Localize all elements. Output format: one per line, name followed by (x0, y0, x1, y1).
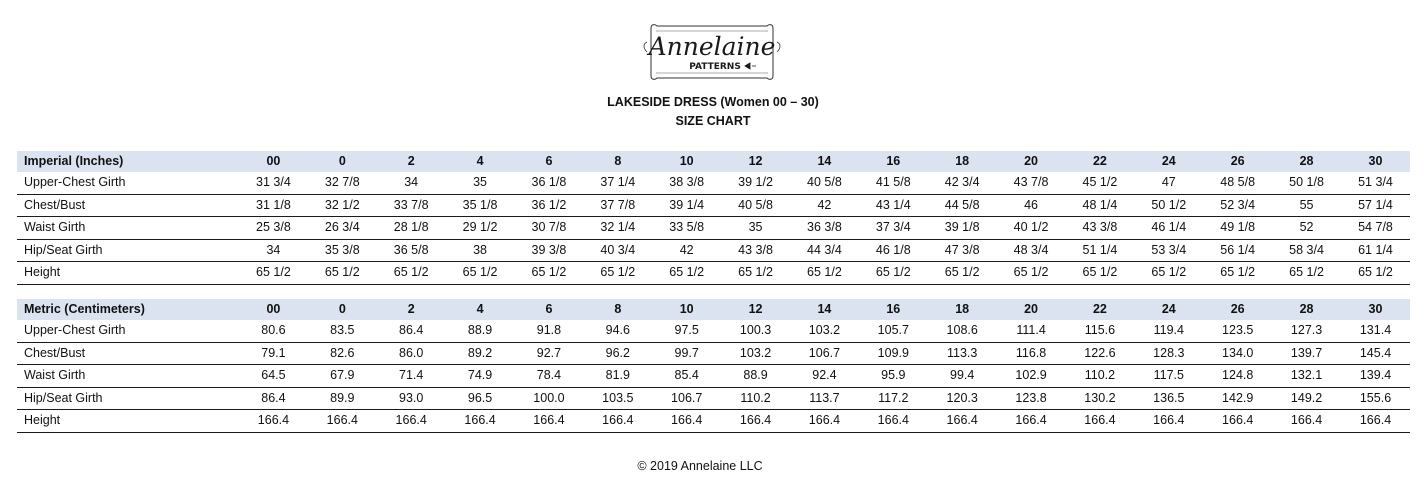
table-row (17, 194, 1410, 217)
measurement-cell: 65 1/2 (1272, 262, 1341, 285)
measurement-cell: 65 1/2 (1341, 262, 1410, 285)
measurement-cell: 117.5 (1134, 365, 1203, 388)
measurement-cell: 39 3/8 (515, 239, 584, 262)
size-header: 2 (377, 151, 446, 172)
row-label: Height (17, 410, 239, 433)
measurement-cell: 145.4 (1341, 342, 1410, 365)
measurement-cell: 44 3/4 (790, 239, 859, 262)
measurement-cell: 99.4 (928, 365, 997, 388)
measurement-cell: 43 3/8 (721, 239, 790, 262)
size-header: 00 (239, 299, 308, 320)
measurement-cell: 52 (1272, 217, 1341, 240)
measurement-cell: 78.4 (515, 365, 584, 388)
measurement-cell: 56 1/4 (1203, 239, 1272, 262)
measurement-cell: 82.6 (308, 342, 377, 365)
measurement-cell: 119.4 (1134, 320, 1203, 342)
size-header: 26 (1203, 151, 1272, 172)
measurement-cell: 92.7 (515, 342, 584, 365)
size-header: 30 (1341, 151, 1410, 172)
measurement-cell: 139.7 (1272, 342, 1341, 365)
measurement-cell: 65 1/2 (239, 262, 308, 285)
row-label: Waist Girth (17, 217, 239, 240)
measurement-cell: 166.4 (515, 410, 584, 433)
measurement-cell: 134.0 (1203, 342, 1272, 365)
measurement-cell: 48 3/4 (997, 239, 1066, 262)
size-header: 6 (515, 299, 584, 320)
table-row (17, 172, 1410, 194)
svg-text:PATTERNS: PATTERNS (689, 62, 741, 72)
measurement-cell: 37 7/8 (583, 194, 652, 217)
measurement-cell: 124.8 (1203, 365, 1272, 388)
measurement-cell: 132.1 (1272, 365, 1341, 388)
measurement-cell: 71.4 (377, 365, 446, 388)
row-label: Waist Girth (17, 365, 239, 388)
size-header: 16 (859, 151, 928, 172)
size-header: 12 (721, 299, 790, 320)
measurement-cell: 79.1 (239, 342, 308, 365)
size-header: 10 (652, 151, 721, 172)
measurement-cell: 113.7 (790, 387, 859, 410)
measurement-cell: 115.6 (1066, 320, 1135, 342)
size-header: 14 (790, 299, 859, 320)
measurement-cell: 139.4 (1341, 365, 1410, 388)
measurement-cell: 65 1/2 (997, 262, 1066, 285)
row-label: Chest/Bust (17, 342, 239, 365)
measurement-cell: 34 (239, 239, 308, 262)
measurement-cell: 166.4 (928, 410, 997, 433)
measurement-cell: 43 1/4 (859, 194, 928, 217)
measurement-cell: 89.9 (308, 387, 377, 410)
measurement-cell: 44 5/8 (928, 194, 997, 217)
measurement-cell: 65 1/2 (308, 262, 377, 285)
measurement-cell: 50 1/8 (1272, 172, 1341, 194)
measurement-cell: 116.8 (997, 342, 1066, 365)
measurement-cell: 47 (1134, 172, 1203, 194)
imperial-heading: Imperial (Inches) (17, 151, 239, 172)
measurement-cell: 53 3/4 (1134, 239, 1203, 262)
size-header: 18 (928, 299, 997, 320)
measurement-cell: 85.4 (652, 365, 721, 388)
measurement-cell: 117.2 (859, 387, 928, 410)
measurement-cell: 26 3/4 (308, 217, 377, 240)
measurement-cell: 108.6 (928, 320, 997, 342)
measurement-cell: 155.6 (1341, 387, 1410, 410)
measurement-cell: 65 1/2 (652, 262, 721, 285)
table-row (17, 262, 1410, 285)
size-header: 24 (1134, 151, 1203, 172)
measurement-cell: 40 3/4 (583, 239, 652, 262)
measurement-cell: 103.2 (790, 320, 859, 342)
size-header: 12 (721, 151, 790, 172)
measurement-cell: 93.0 (377, 387, 446, 410)
measurement-cell: 38 3/8 (652, 172, 721, 194)
measurement-cell: 42 3/4 (928, 172, 997, 194)
size-header: 6 (515, 151, 584, 172)
measurement-cell: 127.3 (1272, 320, 1341, 342)
metric-size-table (17, 299, 1410, 433)
measurement-cell: 89.2 (446, 342, 515, 365)
measurement-cell: 31 3/4 (239, 172, 308, 194)
measurement-cell: 130.2 (1066, 387, 1135, 410)
measurement-cell: 51 1/4 (1066, 239, 1135, 262)
measurement-cell: 35 (446, 172, 515, 194)
measurement-cell: 106.7 (652, 387, 721, 410)
measurement-cell: 88.9 (721, 365, 790, 388)
measurement-cell: 35 (721, 217, 790, 240)
size-header: 10 (652, 299, 721, 320)
measurement-cell: 65 1/2 (377, 262, 446, 285)
size-header: 20 (997, 151, 1066, 172)
imperial-size-table (17, 151, 1410, 285)
size-header: 14 (790, 151, 859, 172)
measurement-cell: 36 1/8 (515, 172, 584, 194)
measurement-cell: 46 1/8 (859, 239, 928, 262)
measurement-cell: 166.4 (721, 410, 790, 433)
measurement-cell: 103.2 (721, 342, 790, 365)
measurement-cell: 65 1/2 (859, 262, 928, 285)
measurement-cell: 166.4 (1066, 410, 1135, 433)
measurement-cell: 166.4 (583, 410, 652, 433)
measurement-cell: 52 3/4 (1203, 194, 1272, 217)
row-label: Hip/Seat Girth (17, 239, 239, 262)
measurement-cell: 32 7/8 (308, 172, 377, 194)
row-label: Upper-Chest Girth (17, 320, 239, 342)
measurement-cell: 35 3/8 (308, 239, 377, 262)
measurement-cell: 37 3/4 (859, 217, 928, 240)
measurement-cell: 86.0 (377, 342, 446, 365)
measurement-cell: 142.9 (1203, 387, 1272, 410)
size-header: 0 (308, 151, 377, 172)
measurement-cell: 111.4 (997, 320, 1066, 342)
measurement-cell: 67.9 (308, 365, 377, 388)
measurement-cell: 35 1/8 (446, 194, 515, 217)
measurement-cell: 95.9 (859, 365, 928, 388)
row-label: Height (17, 262, 239, 285)
measurement-cell: 109.9 (859, 342, 928, 365)
measurement-cell: 92.4 (790, 365, 859, 388)
size-header: 8 (583, 151, 652, 172)
measurement-cell: 100.0 (515, 387, 584, 410)
measurement-cell: 128.3 (1134, 342, 1203, 365)
measurement-cell: 42 (790, 194, 859, 217)
measurement-cell: 91.8 (515, 320, 584, 342)
size-header: 24 (1134, 299, 1203, 320)
table-row (17, 239, 1410, 262)
measurement-cell: 58 3/4 (1272, 239, 1341, 262)
measurement-cell: 41 5/8 (859, 172, 928, 194)
measurement-cell: 166.4 (1272, 410, 1341, 433)
chart-title-block (0, 93, 1426, 131)
measurement-cell: 36 5/8 (377, 239, 446, 262)
measurement-cell: 96.5 (446, 387, 515, 410)
measurement-cell: 33 5/8 (652, 217, 721, 240)
measurement-cell: 166.4 (1203, 410, 1272, 433)
measurement-cell: 30 7/8 (515, 217, 584, 240)
measurement-cell: 65 1/2 (1203, 262, 1272, 285)
measurement-cell: 123.5 (1203, 320, 1272, 342)
measurement-cell: 37 1/4 (583, 172, 652, 194)
measurement-cell: 65 1/2 (721, 262, 790, 285)
chart-title: LAKESIDE DRESS (Women 00 – 30) (607, 95, 819, 109)
imperial-header-row (17, 151, 1410, 172)
measurement-cell: 57 1/4 (1341, 194, 1410, 217)
size-header: 28 (1272, 299, 1341, 320)
measurement-cell: 123.8 (997, 387, 1066, 410)
measurement-cell: 166.4 (446, 410, 515, 433)
measurement-cell: 166.4 (308, 410, 377, 433)
size-header: 00 (239, 151, 308, 172)
measurement-cell: 39 1/4 (652, 194, 721, 217)
svg-text:Annelaine: Annelaine (648, 32, 776, 61)
logo-graphic (637, 22, 787, 82)
measurement-cell: 40 5/8 (790, 172, 859, 194)
measurement-cell: 65 1/2 (928, 262, 997, 285)
measurement-cell: 48 5/8 (1203, 172, 1272, 194)
measurement-cell: 65 1/2 (446, 262, 515, 285)
measurement-cell: 36 3/8 (790, 217, 859, 240)
measurement-cell: 65 1/2 (1066, 262, 1135, 285)
row-label: Chest/Bust (17, 194, 239, 217)
size-header: 16 (859, 299, 928, 320)
table-row (17, 342, 1410, 365)
measurement-cell: 166.4 (1134, 410, 1203, 433)
measurement-cell: 31 1/8 (239, 194, 308, 217)
measurement-cell: 166.4 (377, 410, 446, 433)
measurement-cell: 166.4 (997, 410, 1066, 433)
measurement-cell: 32 1/2 (308, 194, 377, 217)
measurement-cell: 65 1/2 (515, 262, 584, 285)
annelaine-patterns-logo (637, 22, 787, 82)
measurement-cell: 81.9 (583, 365, 652, 388)
measurement-cell: 48 1/4 (1066, 194, 1135, 217)
measurement-cell: 100.3 (721, 320, 790, 342)
measurement-cell: 50 1/2 (1134, 194, 1203, 217)
measurement-cell: 120.3 (928, 387, 997, 410)
measurement-cell: 64.5 (239, 365, 308, 388)
measurement-cell: 65 1/2 (1134, 262, 1203, 285)
metric-heading: Metric (Centimeters) (17, 299, 239, 320)
measurement-cell: 96.2 (583, 342, 652, 365)
table-row (17, 365, 1410, 388)
measurement-cell: 40 5/8 (721, 194, 790, 217)
size-header: 0 (308, 299, 377, 320)
measurement-cell: 80.6 (239, 320, 308, 342)
measurement-cell: 55 (1272, 194, 1341, 217)
measurement-cell: 33 7/8 (377, 194, 446, 217)
measurement-cell: 45 1/2 (1066, 172, 1135, 194)
size-header: 20 (997, 299, 1066, 320)
size-header: 30 (1341, 299, 1410, 320)
measurement-cell: 97.5 (652, 320, 721, 342)
measurement-cell: 65 1/2 (583, 262, 652, 285)
size-header: 8 (583, 299, 652, 320)
measurement-cell: 40 1/2 (997, 217, 1066, 240)
measurement-cell: 149.2 (1272, 387, 1341, 410)
measurement-cell: 28 1/8 (377, 217, 446, 240)
size-header: 2 (377, 299, 446, 320)
size-header: 4 (446, 299, 515, 320)
measurement-cell: 34 (377, 172, 446, 194)
measurement-cell: 43 3/8 (1066, 217, 1135, 240)
copyright-notice: © 2019 Annelaine LLC (637, 459, 763, 473)
measurement-cell: 113.3 (928, 342, 997, 365)
table-row (17, 217, 1410, 240)
measurement-cell: 36 1/2 (515, 194, 584, 217)
measurement-cell: 29 1/2 (446, 217, 515, 240)
measurement-cell: 131.4 (1341, 320, 1410, 342)
measurement-cell: 110.2 (721, 387, 790, 410)
measurement-cell: 39 1/8 (928, 217, 997, 240)
measurement-cell: 83.5 (308, 320, 377, 342)
measurement-cell: 86.4 (377, 320, 446, 342)
measurement-cell: 39 1/2 (721, 172, 790, 194)
measurement-cell: 122.6 (1066, 342, 1135, 365)
measurement-cell: 86.4 (239, 387, 308, 410)
measurement-cell: 47 3/8 (928, 239, 997, 262)
chart-subtitle: SIZE CHART (675, 114, 751, 128)
measurement-cell: 51 3/4 (1341, 172, 1410, 194)
measurement-cell: 49 1/8 (1203, 217, 1272, 240)
measurement-cell: 166.4 (1341, 410, 1410, 433)
measurement-cell: 136.5 (1134, 387, 1203, 410)
measurement-cell: 105.7 (859, 320, 928, 342)
size-header: 22 (1066, 299, 1135, 320)
measurement-cell: 99.7 (652, 342, 721, 365)
row-label: Hip/Seat Girth (17, 387, 239, 410)
measurement-cell: 38 (446, 239, 515, 262)
size-header: 26 (1203, 299, 1272, 320)
measurement-cell: 94.6 (583, 320, 652, 342)
measurement-cell: 61 1/4 (1341, 239, 1410, 262)
measurement-cell: 166.4 (790, 410, 859, 433)
metric-header-row (17, 299, 1410, 320)
size-header: 22 (1066, 151, 1135, 172)
measurement-cell: 32 1/4 (583, 217, 652, 240)
measurement-cell: 25 3/8 (239, 217, 308, 240)
measurement-cell: 65 1/2 (790, 262, 859, 285)
measurement-cell: 46 (997, 194, 1066, 217)
measurement-cell: 166.4 (652, 410, 721, 433)
table-row (17, 410, 1410, 433)
measurement-cell: 54 7/8 (1341, 217, 1410, 240)
measurement-cell: 42 (652, 239, 721, 262)
size-header: 4 (446, 151, 515, 172)
measurement-cell: 166.4 (239, 410, 308, 433)
table-row (17, 387, 1410, 410)
measurement-cell: 102.9 (997, 365, 1066, 388)
row-label: Upper-Chest Girth (17, 172, 239, 194)
measurement-cell: 74.9 (446, 365, 515, 388)
measurement-cell: 110.2 (1066, 365, 1135, 388)
measurement-cell: 166.4 (859, 410, 928, 433)
measurement-cell: 103.5 (583, 387, 652, 410)
measurement-cell: 46 1/4 (1134, 217, 1203, 240)
size-header: 28 (1272, 151, 1341, 172)
measurement-cell: 43 7/8 (997, 172, 1066, 194)
table-row (17, 320, 1410, 342)
measurement-cell: 88.9 (446, 320, 515, 342)
measurement-cell: 106.7 (790, 342, 859, 365)
size-header: 18 (928, 151, 997, 172)
